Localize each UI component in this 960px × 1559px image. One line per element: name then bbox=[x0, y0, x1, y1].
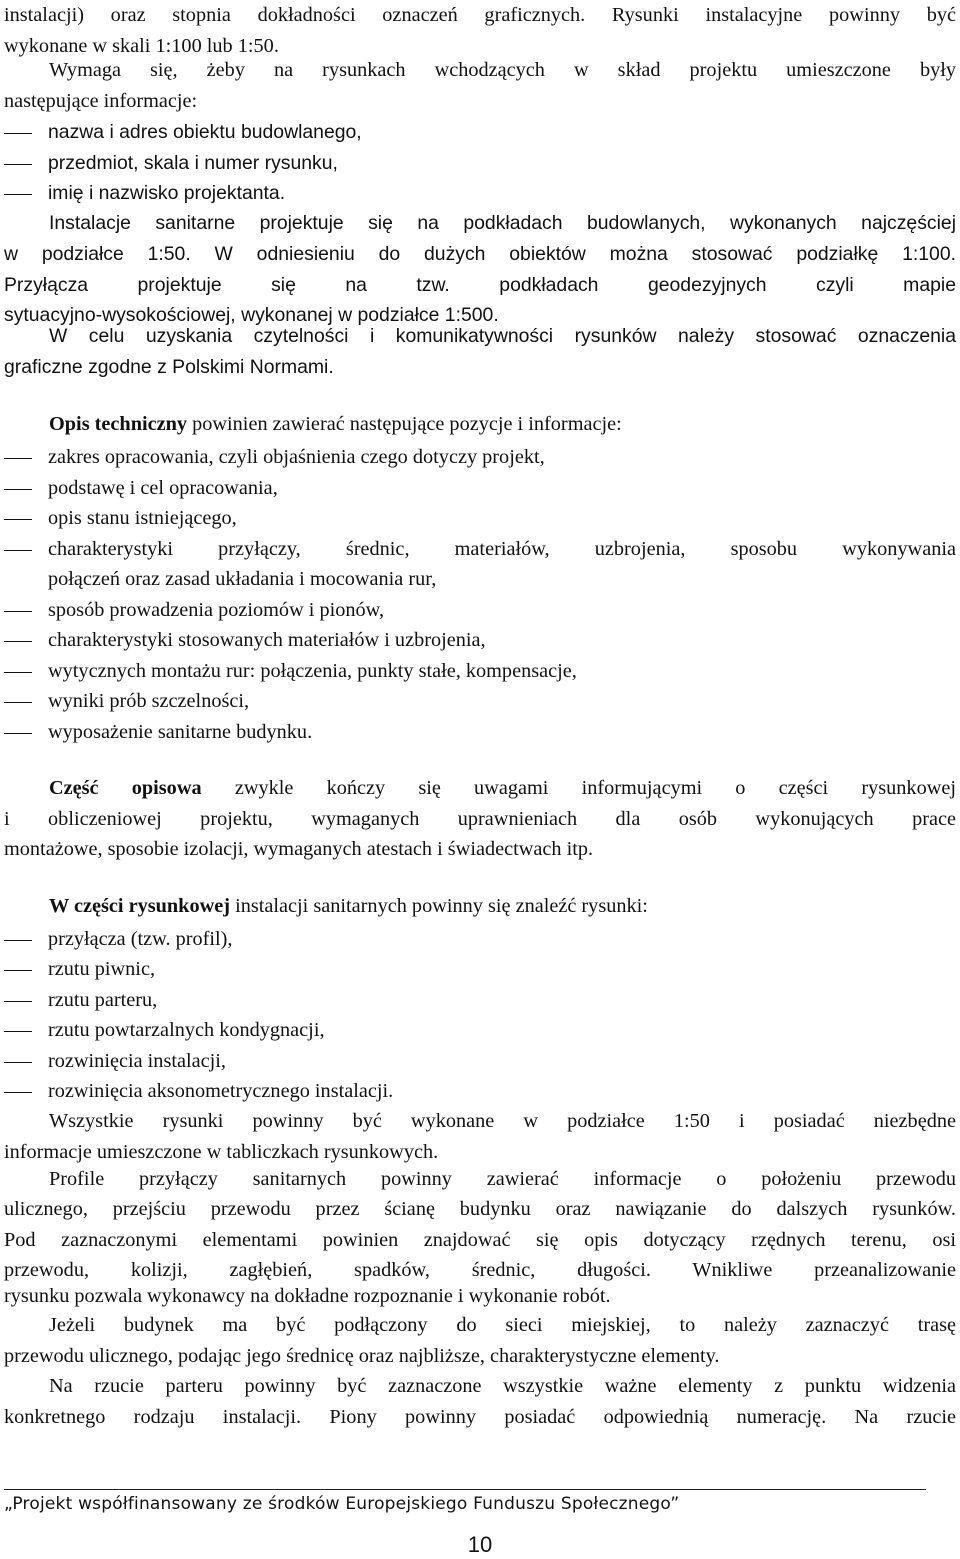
body-line: informacje umieszczone w tabliczkach rysunkowych. bbox=[4, 1141, 439, 1163]
body-line: Jeżeli budynek ma być podłączony do sieci miejskiej, to należy zaznaczyć trasę bbox=[49, 1314, 956, 1336]
body-line: graficzne zgodne z Polskimi Normami. bbox=[4, 356, 334, 378]
list-item: podstawę i cel opracowania, bbox=[48, 473, 956, 504]
list-item: rozwinięcia instalacji, bbox=[48, 1046, 956, 1077]
page-number: 10 bbox=[467, 1532, 493, 1557]
footer-divider bbox=[4, 1489, 926, 1490]
list-item: zakres opracowania, czyli objaśnienia czego dotyczy projekt, bbox=[48, 442, 956, 473]
body-line: sytuacyjno-wysokościowej, wykonanej w podziałce 1:500. bbox=[4, 304, 499, 326]
list-item: rzutu parteru, bbox=[48, 985, 956, 1016]
list-item: wytycznych montażu rur: połączenia, punkty stałe, kompensacje, bbox=[48, 656, 956, 687]
body-line: instalacji) oraz stopnia dokładności oznaczeń graficznych. Rysunki instalacyjne powinny być bbox=[4, 4, 956, 26]
body-line: przewodu ulicznego, podając jego średnicę oraz najbliższe, charakterystyczne elementy. bbox=[4, 1345, 720, 1367]
body-line: konkretnego rodzaju instalacji. Piony powinny posiadać odpowiednią numerację. Na rzucie bbox=[4, 1406, 956, 1428]
bold-term: Część opisowa bbox=[49, 777, 202, 799]
body-line: Na rzucie parteru powinny być zaznaczone wszystkie ważne elementy z punktu widzenia bbox=[49, 1375, 956, 1397]
list-item: rozwinięcia aksonometrycznego instalacji. bbox=[48, 1076, 956, 1107]
list-item: przyłącza (tzw. profil), bbox=[48, 924, 956, 955]
body-line: Wszystkie rysunki powinny być wykonane w podziałce 1:50 i posiadać niezbędne bbox=[49, 1110, 956, 1132]
body-line: przewodu, kolizji, zagłębień, spadków, średnic, długości. Wnikliwe przeanalizowanie bbox=[4, 1259, 956, 1281]
body-line: Wymaga się, żeby na rysunkach wchodzących w skład projektu umieszczone były bbox=[49, 59, 956, 81]
body-line: wykonane w skali 1:100 lub 1:50. bbox=[4, 35, 279, 57]
list-item-continuation: połączeń oraz zasad układania i mocowania rur, bbox=[48, 568, 437, 590]
body-line: ulicznego, przejściu przewodu przez ścianę budynku oraz nawiązanie do dalszych rysunków. bbox=[4, 1198, 956, 1220]
list-item: rzutu piwnic, bbox=[48, 954, 956, 985]
list-item: rzutu powtarzalnych kondygnacji, bbox=[48, 1015, 956, 1046]
list-item: opis stanu istniejącego, bbox=[48, 503, 956, 534]
list-item: sposób prowadzenia poziomów i pionów, bbox=[48, 595, 956, 626]
body-line: następujące informacje: bbox=[4, 90, 198, 112]
list-item: nazwa i adres obiektu budowlanego, bbox=[48, 117, 956, 148]
body-line: Instalacje sanitarne projektuje się na podkładach budowlanych, wykonanych najczęściej bbox=[49, 212, 956, 234]
body-line: W celu uzyskania czytelności i komunikatywności rysunków należy stosować oznaczenia bbox=[49, 325, 956, 347]
section-opis-heading: Opis techniczny powinien zawierać następujące pozycje i informacje: bbox=[49, 413, 622, 435]
list-item: charakterystyki przyłączy, średnic, materiałów, uzbrojenia, sposobu wykonywania bbox=[48, 534, 956, 565]
list-item: wyniki prób szczelności, bbox=[48, 686, 956, 717]
list-item: wyposażenie sanitarne budynku. bbox=[48, 717, 956, 748]
bold-term: Opis techniczny bbox=[49, 413, 188, 435]
list-item: charakterystyki stosowanych materiałów i uzbrojenia, bbox=[48, 625, 956, 656]
footer-note: „Projekt współfinansowany ze środków Europejskiego Funduszu Społecznego” bbox=[4, 1494, 680, 1514]
body-line: Profile przyłączy sanitarnych powinny zawierać informacje o położeniu przewodu bbox=[49, 1168, 956, 1190]
section-rys-heading: W części rysunkowej instalacji sanitarnych powinny się znaleźć rysunki: bbox=[49, 895, 648, 917]
bold-term: W części rysunkowej bbox=[49, 895, 231, 917]
list-item: imię i nazwisko projektanta. bbox=[48, 178, 956, 209]
body-line: rysunku pozwala wykonawcy na dokładne rozpoznanie i wykonanie robót. bbox=[4, 1285, 611, 1307]
body-line: Przyłącza projektuje się na tzw. podkładach geodezyjnych czyli mapie bbox=[4, 274, 956, 296]
body-line: w podziałce 1:50. W odniesieniu do dużych obiektów można stosować podziałkę 1:100. bbox=[4, 243, 956, 265]
body-line: i obliczeniowej projektu, wymaganych uprawnieniach dla osób wykonujących prace bbox=[4, 808, 956, 830]
section-czesc-line: Część opisowa zwykle kończy się uwagami informującymi o części rysunkowej bbox=[49, 777, 956, 799]
body-line: montażowe, sposobie izolacji, wymaganych atestach i świadectwach itp. bbox=[4, 838, 594, 860]
list-item: przedmiot, skala i numer rysunku, bbox=[48, 148, 956, 179]
body-line: Pod zaznaczonymi elementami powinien znajdować się opis dotyczący rzędnych terenu, osi bbox=[4, 1229, 956, 1251]
